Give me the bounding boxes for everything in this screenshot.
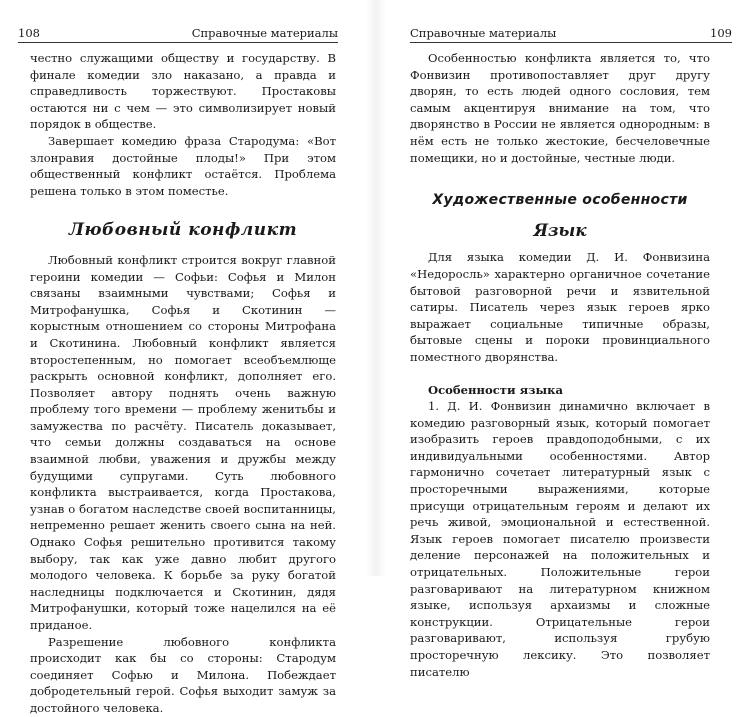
right-paragraph-1: Особенностью конфликта является то, что Фонвизин противопоставляет друг другу дворян, то есть людей одного сословия, тем самым акцентируя внимание на том, что дворянство в России не является однородным: в нём есть не только жестокие, бесчеловечные помещики, но и достойные, честные люди. (410, 51, 710, 165)
right-page-number: 109 (710, 26, 732, 40)
left-paragraph-1: честно служащими обществу и государству. В финале комедии зло наказано, а правда и справедливость торжествуют. Простаковы остаются ни с чем — это символизирует новый порядок в обществе. (30, 51, 336, 132)
artistic-features-heading: Художественные особенности (432, 192, 688, 209)
left-page-number: 108 (18, 26, 40, 40)
right-page-body (410, 50, 710, 680)
left-page (18, 0, 338, 715)
right-page (410, 0, 732, 679)
right-running-title: Справочные материалы (410, 26, 557, 40)
language-features-subhead: Особенности языка (428, 382, 564, 397)
left-paragraph-3: Любовный конфликт строится вокруг главной героини комедии — Софьи: Софья и Милон связаны взаимными чувствами; Софья и Митрофанушка, Софья и Скотинин — корыстным отношением со стороны Митрофана и Скотинина. Любовный конфликт является второстепенным, но помогает всеобъемлюще раскрыть основной конфликт, дополняет его. Позволяет автору поднять очень важную проблему того времени — проблему женитьбы и замужества по расчёту. Писатель доказывает, что семьи должны создаваться на основе взаимной любви, уважения и дружбы между будущими супругами. Суть любовного конфликта выстраивается, когда Простакова, узнав о богатом наследстве своей воспитанницы, непременно решает женить своего сына на ней. Однако Софья решительно противится такому выбору, так как уже давно любит другого молодого человека. К борьбе за руку богатой наследницы подключается и Скотинин, дядя Митрофанушки, который тоже нацелился на её приданое. (30, 252, 336, 632)
left-paragraph-4: Разрешение любовного конфликта происходит как бы со стороны: Стародум соединяет Софью и Милона. Побеждает добродетельный герой. Софья выходит замуж за достойного человека. (30, 634, 336, 715)
left-page-body (30, 50, 336, 717)
left-paragraph-2: Завершает комедию фраза Стародума: «Вот злонравия достойные плоды!» При этом общественный конфликт остаётся. Проблема решена только в этом поместье. (30, 133, 336, 198)
right-paragraph-3: 1. Д. И. Фонвизин динамично включает в комедию разговорный язык, который помогает изобразить героев правдоподобными, с их индивидуальными особенностями. Автор гармонично сочетает литературный язык с просторечными выражениями, которые присущи отрицательным героям и делают их речь живой, эмоциональной и естественной. Язык героев помогает писателю произвести деление персонажей на положительных и отрицательных. Положительные герои разговаривают на литературном книжном языке, используя архаизмы и сложные конструкции. Отрицательные герои разговаривают, используя грубую просторечную лексику. Это позволяет писателю (410, 399, 710, 679)
left-page-header (18, 26, 338, 43)
right-page-header (410, 26, 732, 43)
book-gutter (366, 0, 386, 576)
love-conflict-heading: Любовный конфликт (68, 220, 298, 241)
right-paragraph-2: Для языка комедии Д. И. Фонвизина «Недоросль» характерно органичное сочетание бытовой разговорной речи и язвительной сатиры. Писатель через язык героев ярко выражает социальные типичные образы, бытовые сцены и пороки провинциального поместного дворянства. (410, 250, 710, 364)
left-running-title: Справочные материалы (191, 26, 338, 40)
language-subheading: Язык (533, 220, 587, 240)
